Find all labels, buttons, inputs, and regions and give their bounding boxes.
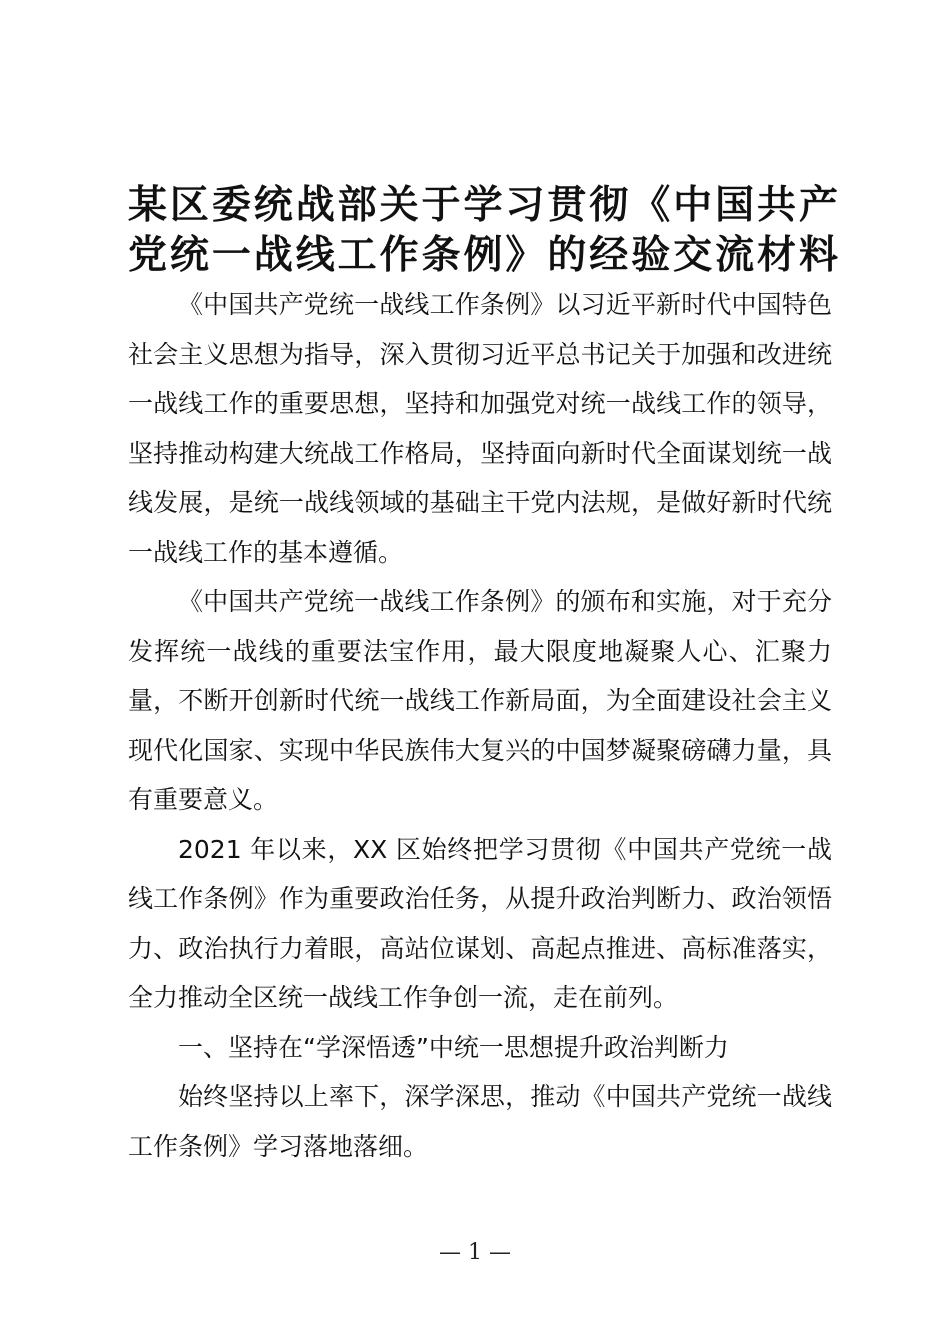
- paragraph-overview: 2021 年以来，XX 区始终把学习贯彻《中国共产党统一战线工作条例》作为重要政治任务，从提升政治判断力、政治领悟力、政治执行力着眼，高站位谋划、高起点推进、高标准落实，全力推动全区统一战线工作争创一流，走在前列。: [128, 834, 832, 1012]
- section-heading: 一、坚持在“学深悟透”中统一思想提升政治判断力: [178, 1032, 729, 1062]
- document-title: [128, 180, 838, 280]
- title-line-1: 某区委统战部关于学习贯彻《中国共产: [128, 182, 838, 228]
- title-line-2: 党统一战线工作条例》的经验交流材料: [128, 232, 838, 278]
- paragraph-intro: 《中国共产党统一战线工作条例》以习近平新时代中国特色社会主义思想为指导，深入贯彻习近平总书记关于加强和改进统一战线工作的重要思想，坚持和加强党对统一战线工作的领导，坚持推动构建大统战工作格局，坚持面向新时代全面谋划统一战线发展，是统一战线领域的基础主干党内法规，是做好新时代统一战线工作的基本遵循。: [128, 290, 832, 567]
- paragraph-significance: 《中国共产党统一战线工作条例》的颁布和实施，对于充分发挥统一战线的重要法宝作用，最大限度地凝聚人心、汇聚力量，不断开创新时代统一战线工作新局面，为全面建设社会主义现代化国家、实现中华民族伟大复兴的中国梦凝聚磅礴力量，具有重要意义。: [128, 587, 832, 814]
- page-number: — 1 —: [439, 1240, 511, 1265]
- document-body: [128, 280, 832, 1171]
- section-paragraph: 始终坚持以上率下，深学深思，推动《中国共产党统一战线工作条例》学习落地落细。: [128, 1082, 832, 1161]
